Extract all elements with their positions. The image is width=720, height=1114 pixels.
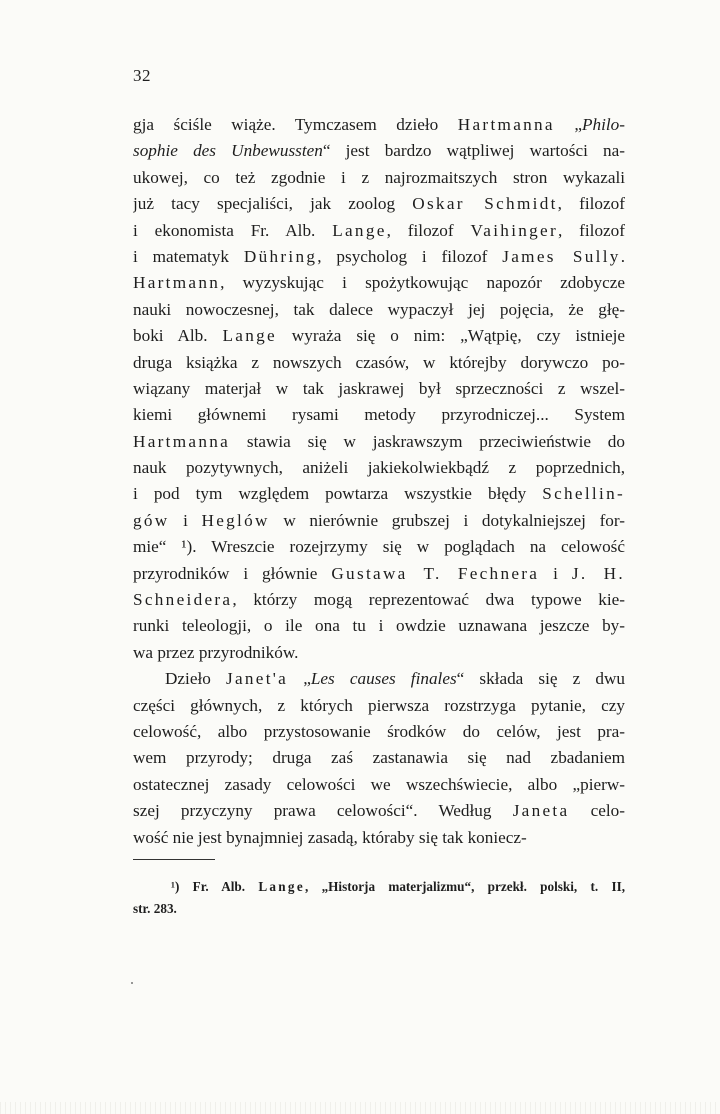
spaced-name: Schellin- xyxy=(542,484,625,504)
text-run: , filozof xyxy=(386,220,471,240)
text-line xyxy=(133,323,625,349)
text-line xyxy=(133,138,625,164)
spaced-name: Dühring xyxy=(243,246,318,266)
text-run: wyraża się o nim: „Wątpię, czy istnieje xyxy=(276,326,625,346)
text-run: , którzy mogą reprezentować dwa typowe kie- xyxy=(232,590,625,610)
page-number: 32 xyxy=(133,66,151,85)
text-run: wa przez przyrodników. xyxy=(133,642,299,662)
text-run: już tacy specjaliści, jak zoolog xyxy=(133,194,413,214)
text-line xyxy=(133,218,625,244)
italic-title: Les causes finales xyxy=(310,669,457,689)
text-line xyxy=(133,693,625,719)
text-run: mie“ ¹). Wreszcie rozejrzymy się w poglądach na celowość xyxy=(133,537,625,557)
text-line xyxy=(133,112,625,138)
text-run: szej przyczyny prawa celowości“. Według xyxy=(133,801,513,821)
text-line xyxy=(133,640,625,666)
text-run: stawia się w jaskrawszym przeciwieństwie do xyxy=(230,431,625,451)
text-line xyxy=(133,244,625,270)
text-line xyxy=(133,297,625,323)
text-line xyxy=(133,745,625,771)
text-line xyxy=(133,825,625,851)
text-run: “ składa się z dwu xyxy=(456,669,625,689)
text-run: , filozof xyxy=(558,220,625,240)
text-run: wość nie jest bynajmniej zasadą, któraby się tak koniecz- xyxy=(133,827,527,847)
text-run: gja ściśle wiąże. Tymczasem dzieło xyxy=(133,115,458,134)
text-run: ukowej, co też zgodnie i z najrozmaitszych stron wykazali xyxy=(133,167,625,187)
text-run: „ xyxy=(554,115,583,134)
spaced-name: James Sully xyxy=(502,246,621,266)
text-line xyxy=(133,165,625,191)
text-run: , „Historja materjalizmu“, przekł. polski, t. II, xyxy=(304,879,625,894)
spaced-name: gów xyxy=(133,510,170,530)
text-line xyxy=(133,772,625,798)
text-line xyxy=(133,402,625,428)
spaced-name: Schneidera xyxy=(133,590,233,610)
text-run: i ekonomista Fr. Alb. xyxy=(133,220,333,240)
spaced-name: Lange xyxy=(222,326,277,346)
text-line xyxy=(133,429,625,455)
text-line xyxy=(133,270,625,296)
body-text xyxy=(133,112,625,851)
footnote-line xyxy=(133,898,625,920)
text-run: celowość, albo przystosowanie środków do celów, jest pra- xyxy=(133,721,625,741)
text-run: wem przyrody; druga zaś zastanawia się nad zbadaniem xyxy=(133,748,625,768)
paper-speck xyxy=(131,982,133,984)
text-run: nauki nowoczesnej, tak dalece wypaczył jej pojęcia, że głę- xyxy=(133,299,625,319)
text-line xyxy=(133,508,625,534)
text-line xyxy=(133,376,625,402)
text-line xyxy=(133,798,625,824)
footnote-line xyxy=(133,876,625,898)
text-line xyxy=(133,191,625,217)
text-run: ¹) Fr. Alb. xyxy=(171,879,259,894)
spaced-name: Hartmanna xyxy=(133,431,231,451)
text-run: , psycholog i filozof xyxy=(317,246,503,266)
text-line xyxy=(133,350,625,376)
text-run: runki teleologji, o ile ona tu i owdzie uznawana jeszcze by- xyxy=(133,616,625,636)
spaced-name: Gustawa T. Fechnera xyxy=(331,563,540,583)
text-run: części głównych, z których pierwsza rozstrzyga pytanie, czy xyxy=(133,695,625,715)
text-run: w nierównie grubszej i dotykalniejszej for- xyxy=(269,510,625,530)
text-run: i matematyk xyxy=(133,246,244,266)
text-line xyxy=(133,481,625,507)
footnote-divider xyxy=(133,859,215,860)
text-run: boki Alb. xyxy=(133,326,223,346)
spaced-name: Heglów xyxy=(201,510,270,530)
text-run: , wyzyskując i spożytkowując napozór zdobycze xyxy=(220,273,625,293)
text-run: , filozof xyxy=(557,194,625,214)
spaced-name: Oskar Schmidt xyxy=(412,194,558,214)
text-run: kiemi głównemi rysami metody przyrodniczej... System xyxy=(133,405,625,425)
text-run: i xyxy=(539,563,572,583)
text-line xyxy=(133,719,625,745)
text-run: i xyxy=(169,510,202,530)
spaced-name: Hartmanna xyxy=(457,115,555,134)
text-line xyxy=(133,534,625,560)
scan-edge xyxy=(0,1102,720,1114)
text-run: Dzieło xyxy=(165,669,226,689)
text-run: “ jest bardzo wątpliwej wartości na- xyxy=(322,141,625,161)
text-line xyxy=(133,613,625,639)
text-run: wiązany materjał w tak jaskrawej był sprzeczności z wszel- xyxy=(133,378,625,398)
text-run: i pod tym względem powtarza wszystkie błędy xyxy=(133,484,543,504)
spaced-name: Lange xyxy=(258,879,305,894)
text-run: przyrodników i głównie xyxy=(133,563,332,583)
italic-title: Philo- xyxy=(582,115,625,134)
text-run: ostatecznej zasady celowości we wszechświecie, albo „pierw- xyxy=(133,774,625,794)
text-run: . xyxy=(620,246,625,266)
spaced-name: J. H. xyxy=(571,563,625,583)
italic-title: sophie des Unbewussten xyxy=(133,141,323,161)
spaced-name: Janeta xyxy=(512,801,570,821)
text-run: druga książka z nowszych czasów, w którejby dorywczo po- xyxy=(133,352,625,372)
spaced-name: Janet'a xyxy=(225,669,289,689)
footnote xyxy=(133,876,625,920)
text-run: celo- xyxy=(569,801,625,821)
text-line xyxy=(133,666,625,692)
spaced-name: Lange xyxy=(332,220,387,240)
spaced-name: Hartmann xyxy=(133,273,221,293)
text-line xyxy=(133,587,625,613)
text-run: nauk pozytywnych, aniżeli jakiekolwiekbądź z poprzednich, xyxy=(133,458,625,478)
text-line xyxy=(133,561,625,587)
spaced-name: Vaihinger xyxy=(470,220,559,240)
text-line xyxy=(133,455,625,481)
text-run: str. 283. xyxy=(133,901,177,916)
text-run: „ xyxy=(288,669,311,689)
